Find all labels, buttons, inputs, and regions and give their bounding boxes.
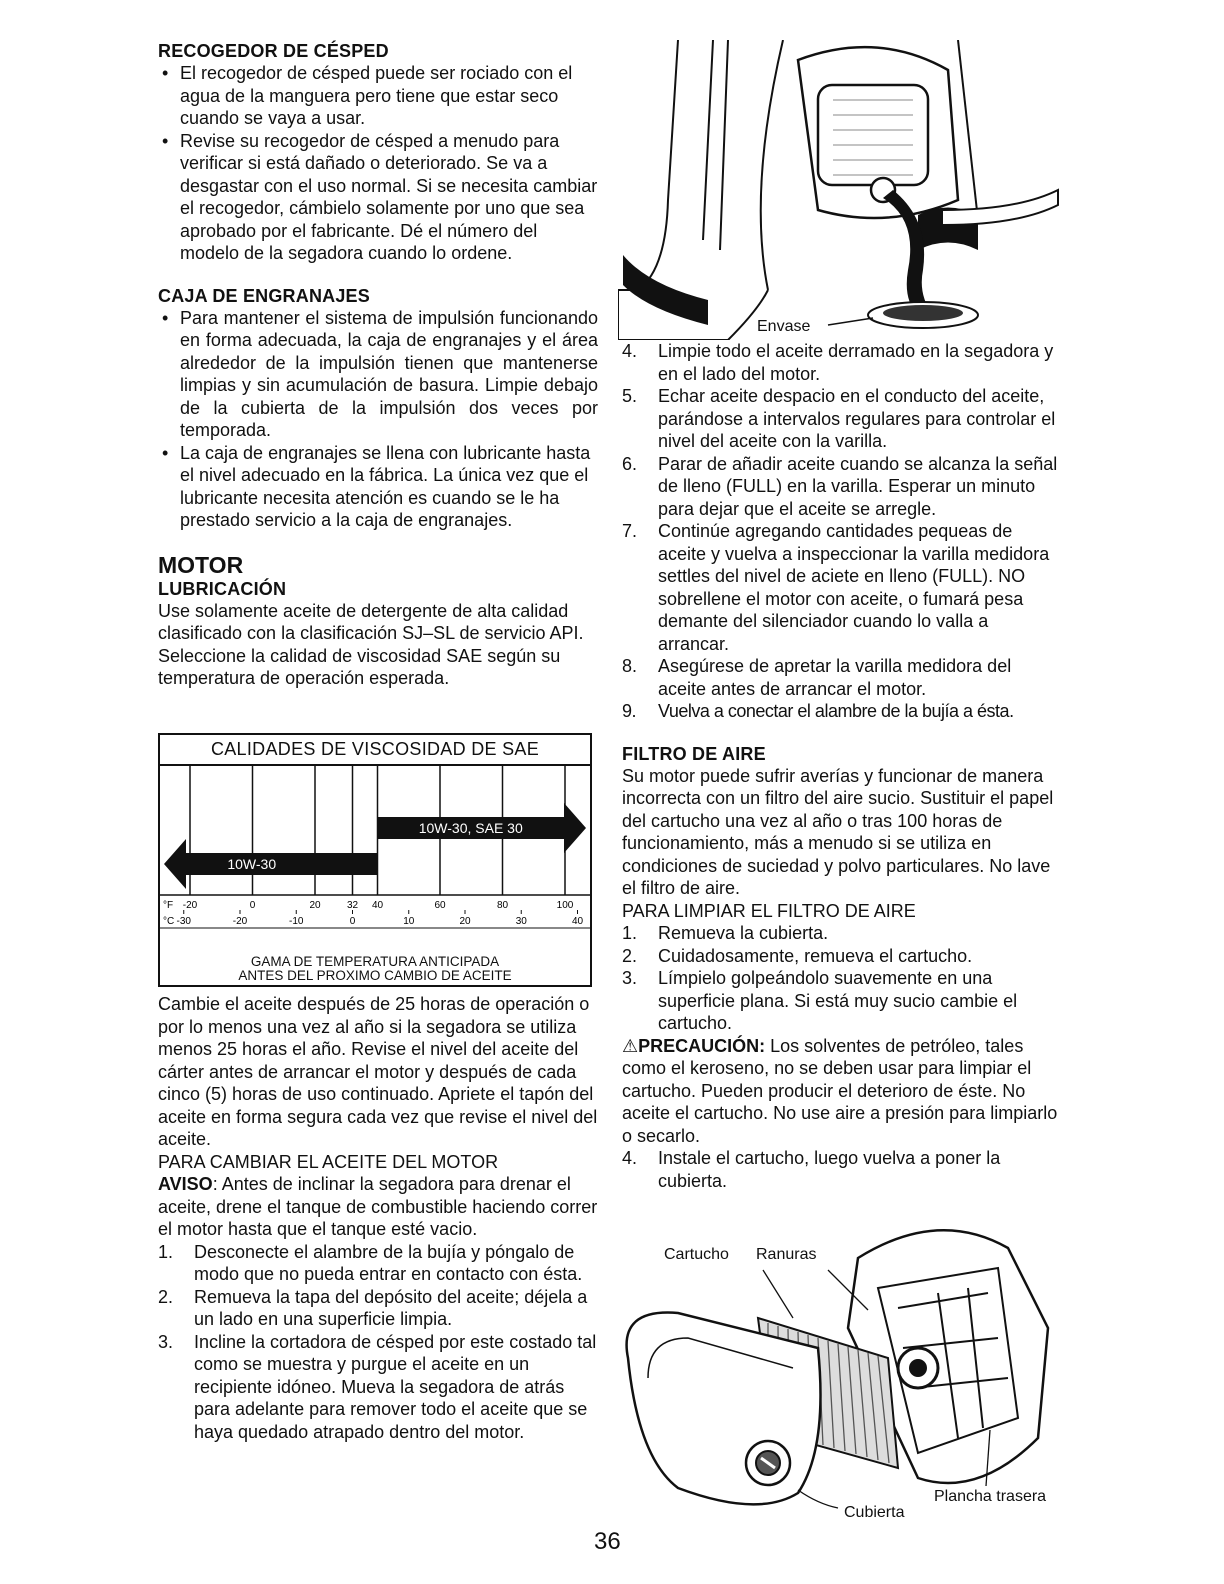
f-tick-label: 60 [434,900,446,911]
cartucho-label: Cartucho [664,1246,729,1263]
c-tick-label: 30 [515,916,527,927]
step-6: 6. Parar de añadir aceite cuando se alcanza la señal de lleno (FULL) en la varilla. Esperar un minuto para dejar que el aceite se arregle. [622,453,1058,519]
c-tick-label: 20 [459,916,471,927]
c-tick-label: -10 [289,916,304,927]
cambiar-aceite-heading: PARA CAMBIAR EL ACEITE DEL MOTOR [158,1151,499,1172]
cubierta-label: Cubierta [844,1504,905,1521]
precaucion-text: Los solventes de petróleo, tales como el keroseno, no se deben usar para limpiar el cartucho. Pueden producir el deterioro de éste. No aceite el cartucho. No use aire a presión para limpiarlo o secarlo. [622,1035,1058,1146]
step-8: 8. Asegúrese de apretar la varilla medidora del aceite antes de arrancar el motor. [622,656,1012,699]
motor-heading: MOTOR [158,551,244,578]
step-2: 2. Remueva la tapa del depósito del aceite; déjela a un lado en una superficie limpia. [158,1286,588,1329]
step-1: 1. Desconecte el alambre de la bujía y póngalo de modo que no pueda entrar en contacto con ésta. [158,1241,583,1284]
step-5: 5. Echar aceite despacio en el conducto del aceite, parándose a intervalos regulares para controlar el nivel del aceite con la varilla. [622,386,1056,451]
f-tick-label: 80 [496,900,509,911]
chart-xlabel [160,955,590,983]
filtro-intro: Su motor puede sufrir averías y funcionar de manera incorrecta con un filtro del aire sucio. Sustituir el papel del cartucho una vez al año o tras 100 horas de funcionamiento, más a menudo si se utiliza en condiciones de suciedad y polvo particulares. No lave el filtro de aire. [622,765,1054,898]
c-tick-label: 10 [403,916,415,927]
right-column [622,340,1062,1192]
aviso-paragraph [158,1173,598,1241]
step-7: 7. Continúe agregando cantidades pequeas de aceite y vuelva a inspeccionar la varilla medidora settles del nivel de aciete en lleno (FULL). NO sobrellene el motor con aceite, o fumará pesa demante del silenciador cuando lo valla a arrancar. [622,521,1050,654]
lubricacion-intro: Use solamente aceite de detergente de alta calidad clasificado con la clasificación SJ–SL de servicio API. Seleccione la calidad de viscosidad SAE según su temperatura de operación esperada. [158,600,584,688]
recogedor-bullet-2: • Revise su recogedor de césped a menudo para verificar si está dañado o deteriorado. Se va a desgastar con el uso normal. Si se necesita cambiar el recogedor, cámbielo solamente por uno que sea aprobado por el fabricante. Dé el número del modelo de la segadora cuando lo ordene. [158,130,598,265]
caja-bullet-1: • Para mantener el sistema de impulsión funcionando en forma adecuada, la caja de engranajes y el área alrededor de la impulsión tienen que mantenerse limpias y sin acumulación de basura. Limpie debajo de la cubierta de la impulsión dos veces por temporada. [158,307,598,442]
recogedor-heading: RECOGEDOR DE CÉSPED [158,41,389,61]
precaucion-label: PRECAUCIÓN: [638,1035,766,1056]
cambio-aceite-text: Cambie el aceite después de 25 horas de operación o por lo menos una vez al año si la segadora se utiliza menos 25 horas el año. Revise el nivel del aceite del cárter antes de arrancar el motor y después de cada cinco (5) horas de uso continuado. Apriete el tapón del aceite en forma segura cada vez que revise el nivel del aceite. [158,994,598,1149]
filtro-step-1: 1. Remueva la cubierta. [622,923,829,943]
limpiar-filtro-heading: PARA LIMPIAR EL FILTRO DE AIRE [622,900,916,921]
ranuras-label: Ranuras [756,1246,817,1263]
envase-label: Envase [757,318,811,335]
chart-title: CALIDADES DE VISCOSIDAD DE SAE [210,739,540,759]
filtro-step-2: 2. Cuidadosamente, remueva el cartucho. [622,945,973,966]
lubricacion-heading: LUBRICACIÓN [158,578,287,599]
filtro-step-3: 3. Límpielo golpeándolo suavemente en una superficie plana. Si está muy sucio cambie el cartucho. [622,968,1018,1033]
c-tick-label: -20 [232,916,248,927]
warning-icon: ⚠ [622,1035,639,1056]
step-3: 3. Incline la cortadora de césped por este costado tal como se muestra y purgue el aceite en un recipiente idóneo. Mueva la segadora de atrás para adelante para remover todo el aceite que se haya quedado atrapado dentro del motor. [158,1331,597,1442]
f-tick-label: -20 [182,900,198,911]
filtro-step-4: 4. Instale el cartucho, luego vuelva a poner la cubierta. [622,1148,1001,1191]
chart-bar-label-0: 10W-30, SAE 30 [418,820,523,836]
viscosity-chart [158,733,592,987]
c-tick-label: 40 [571,916,584,927]
caja-bullet-2: • La caja de engranajes se llena con lubricante hasta el nivel adecuado en la fábrica. La única vez que el lubricante necesita atención es cuando se le ha prestado servicio a la caja de engranajes. [158,442,598,532]
f-tick-label: 40 [371,900,384,911]
chart-plot [160,735,590,985]
filtro-heading: FILTRO DE AIRE [622,743,766,764]
left-column-lower [158,993,598,1443]
caja-heading: CAJA DE ENGRANAJES [158,285,370,306]
f-tick-label: 32 [346,900,359,911]
c-axis-unit: °C [163,916,175,927]
f-tick-label: 20 [309,900,321,911]
aviso-text: : Antes de inclinar la segadora para drenar el aceite, drene el tanque de combustible haciendo correr el motor hasta que el tanque esté vacio. [158,1174,598,1239]
c-tick-label: 0 [349,916,356,927]
f-axis-unit: °F [163,900,174,911]
recogedor-bullet-1: • El recogedor de césped puede ser rociado con el agua de la manguera pero tiene que estar seco cuando se vaya a usar. [158,62,598,130]
chart-xlabel-line1: GAMA DE TEMPERATURA ANTICIPADA [250,954,500,969]
f-tick-label: 100 [556,900,574,911]
c-tick-label: -30 [176,916,191,927]
precaucion-paragraph [622,1035,1062,1148]
step-9: 9. Vuelva a conectar el alambre de la bujía a ésta. [622,701,1014,721]
f-tick-label: 0 [249,900,256,911]
chart-xlabel-line2: ANTES DEL PROXIMO CAMBIO DE ACEITE [238,968,512,983]
chart-bar-label-1: 10W-30 [227,856,277,872]
oil-drain-illustration [618,40,1068,340]
step-4: 4. Limpie todo el aceite derramado en la segadora y en el lado del motor. [622,341,1054,384]
plancha-trasera-label: Plancha trasera [934,1488,1047,1505]
left-column [158,40,598,690]
aviso-label: AVISO [158,1174,213,1194]
page-number: 36 [594,1528,621,1555]
